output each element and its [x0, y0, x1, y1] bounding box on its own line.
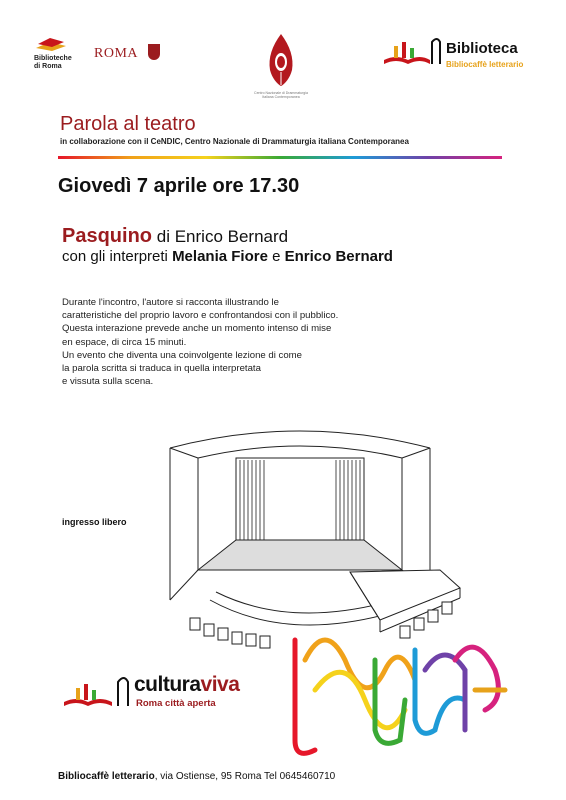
rainbow-squiggle-decoration	[255, 600, 515, 770]
emblem-caption: Centro Nazionale di Drammaturgia Italiana Contemporanea	[254, 91, 308, 99]
roma-logo-text: ROMA	[94, 46, 139, 61]
description-line: e vissuta sulla scena.	[62, 376, 154, 388]
footer-address-text: , via Ostiense, 95 Roma Tel 0645460710	[154, 771, 336, 782]
biblioteche-logo-text: Biblioteche di Roma	[34, 55, 72, 70]
description-line: la parola scritta si traduca in quella interpretata	[62, 363, 261, 375]
cast-intro: con gli interpreti	[62, 248, 168, 265]
book-icon	[34, 36, 68, 52]
description-line: en espace, di circa 15 minuti.	[62, 336, 187, 348]
footer-name: Bibliocaffè letterario	[58, 771, 155, 782]
play-by: di	[156, 227, 170, 246]
footer-address	[58, 771, 335, 782]
actor-2: Enrico Bernard	[284, 248, 393, 265]
cultura-text: cultura	[134, 673, 201, 696]
roma-shield-icon	[148, 44, 160, 60]
biblioteca-title: Biblioteca	[446, 40, 518, 57]
description-line: caratteristiche del proprio lavoro e confrontandosi con il pubblico.	[62, 310, 339, 322]
biblioteca-subtitle: Bibliocaffè letterario	[446, 60, 524, 69]
free-entry-label: ingresso libero	[62, 517, 127, 527]
event-date: Giovedì 7 aprile ore 17.30	[58, 175, 300, 197]
biblioteche-di-roma-logo	[34, 36, 76, 71]
play-line	[62, 225, 288, 248]
description-line: Un evento che diventa una coinvolgente lezione di come	[62, 349, 303, 361]
play-title: Pasquino	[62, 225, 153, 247]
cultura-viva-tagline: Roma città aperta	[136, 698, 216, 709]
viva-text: viva	[200, 673, 240, 696]
play-author: Enrico Bernard	[174, 227, 289, 246]
pen-nib-emblem-icon	[266, 32, 296, 88]
collaboration-line: in collaborazione con il CeNDIC, Centro Nazionale di Drammaturgia italiana Contemporanea	[60, 137, 409, 146]
description-line: Questa interazione prevede anche un momento intenso di mise	[62, 323, 332, 335]
actor-1: Melania Fiore	[172, 248, 268, 265]
description-line: Durante l'incontro, l'autore si racconta illustrando le	[62, 297, 279, 308]
cast-line	[62, 248, 393, 265]
event-description	[62, 296, 422, 388]
rainbow-divider	[58, 156, 502, 159]
cultura-viva-wordmark	[134, 673, 239, 697]
cast-and: e	[272, 248, 281, 265]
event-title: Parola al teatro	[60, 113, 196, 135]
